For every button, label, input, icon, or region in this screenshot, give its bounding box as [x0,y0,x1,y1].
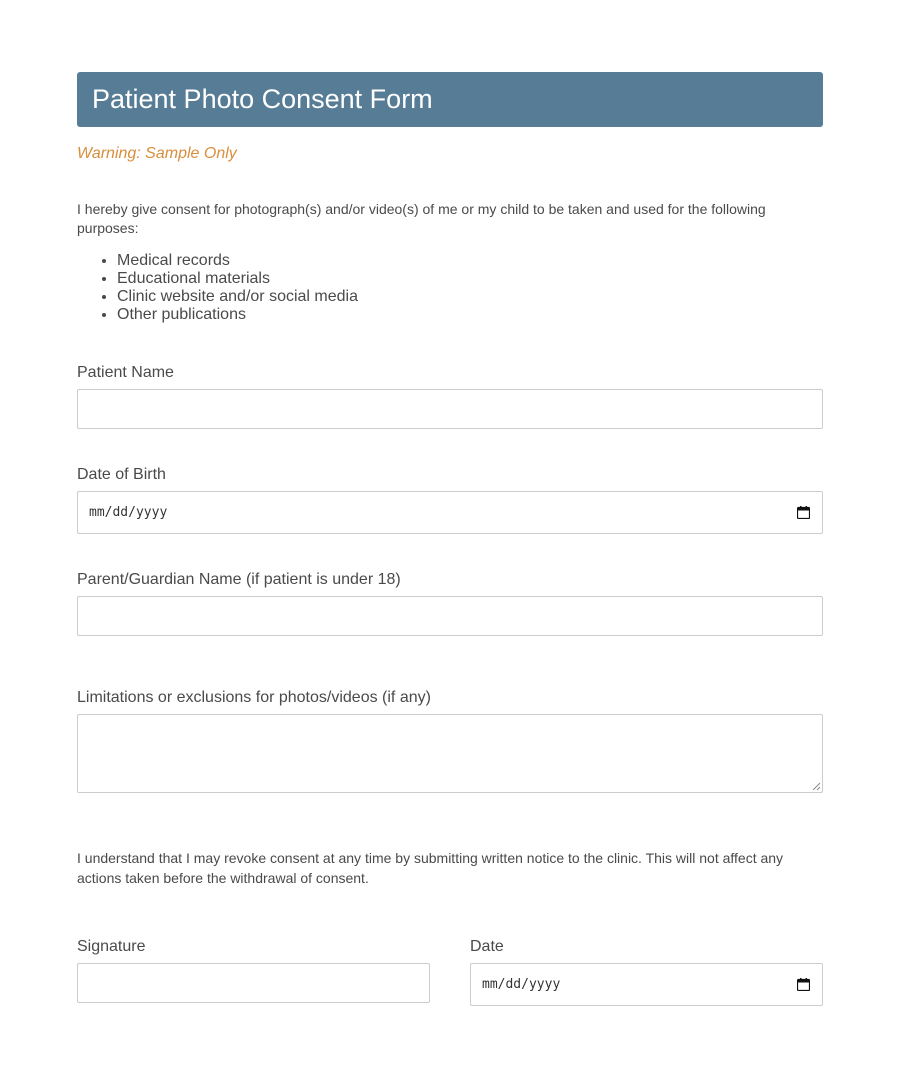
date-input[interactable] [470,963,823,1006]
guardian-name-group [77,571,823,636]
list-item: • Other publications [117,306,823,324]
signature-label: Signature [77,938,146,955]
signature-group [77,938,430,1006]
calendar-icon[interactable] [797,978,810,991]
calendar-icon[interactable] [797,506,810,519]
form-title: Patient Photo Consent Form [92,84,433,114]
guardian-name-label: Parent/Guardian Name (if patient is under 18) [77,571,401,588]
list-item: • Clinic website and/or social media [117,288,823,306]
patient-name-group [77,364,823,429]
patient-name-label: Patient Name [77,364,174,381]
dob-placeholder: mm/dd/yyyy [89,505,168,520]
signature-input[interactable] [77,963,430,1003]
guardian-name-input[interactable] [77,596,823,636]
list-item: • Educational materials [117,270,823,288]
limitations-label: Limitations or exclusions for photos/videos (if any) [77,689,431,706]
dob-label: Date of Birth [77,466,166,483]
resize-handle-icon[interactable] [812,782,821,791]
form-header [77,72,823,127]
purposes-list [77,252,823,324]
limitations-textarea[interactable] [77,714,823,793]
consent-intro-text: I hereby give consent for photograph(s) and/or video(s) of me or my child to be taken and used for the following purposes: [77,201,766,236]
limitations-group [77,689,823,793]
revoke-notice: I understand that I may revoke consent at any time by submitting written notice to the clinic. This will not affect any actions taken before the withdrawal of consent. [77,850,784,886]
dob-group [77,466,823,534]
date-placeholder: mm/dd/yyyy [482,977,561,992]
date-label: Date [470,938,504,955]
patient-name-input[interactable] [77,389,823,429]
signature-date-row [77,938,823,1006]
date-group [470,938,823,1006]
dob-input[interactable] [77,491,823,534]
consent-form [77,72,823,1006]
list-item: • Medical records [117,252,823,270]
warning-text: Warning: Sample Only [77,145,237,162]
